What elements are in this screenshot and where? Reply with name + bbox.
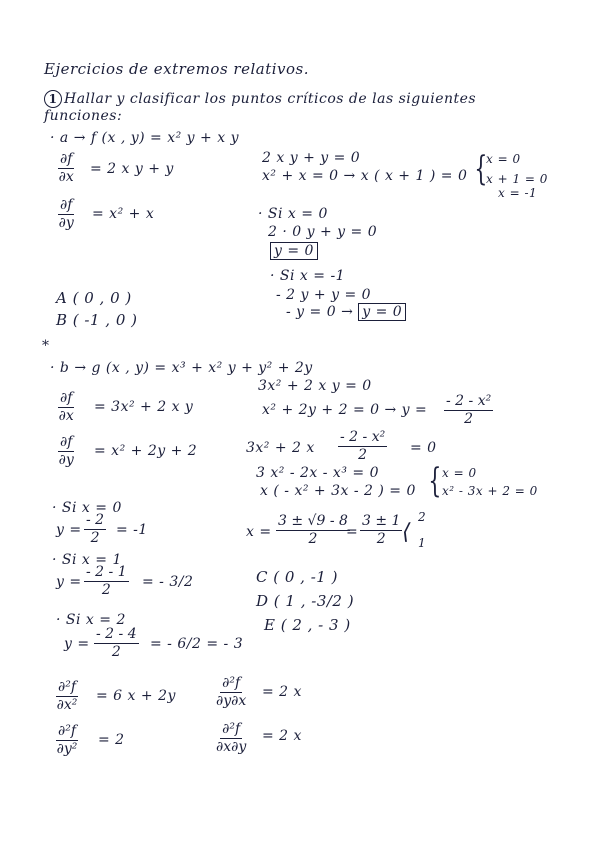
substitution-frac: $\frac{\text{- 2 - x²}}{2}$: [340, 429, 386, 463]
case-b3: · Si x = 2: [56, 612, 126, 628]
partial-fy-b-rhs: = x² + 2y + 2: [94, 443, 198, 459]
case-a1-eq: 2 · 0 y + y = 0: [268, 224, 378, 240]
root-b-x0: x = 0: [442, 466, 477, 480]
exercise-prompt: [44, 90, 476, 108]
case-b3-frac: $\frac{- 2 - 4}{2}$: [96, 626, 137, 660]
root-x-plus-1: x + 1 = 0: [486, 172, 548, 186]
quadratic: x² - 3x + 2 = 0: [442, 484, 538, 498]
system-a-eq2: x² + x = 0 → x ( x + 1 ) = 0: [262, 168, 468, 184]
second-partial-yx-rhs: = 2 x: [262, 684, 302, 700]
prompt-line-2: funciones:: [44, 108, 123, 124]
case-b2-lhs: y =: [56, 574, 82, 590]
substitution-rhs: = 0: [410, 440, 437, 456]
second-partial-xx: $\frac{\text{∂²f}}{\text{∂x²}}$: [56, 679, 78, 713]
factored-eq: x ( - x² + 3x - 2 ) = 0: [260, 483, 416, 499]
substitution-lhs: 3x² + 2 x: [246, 440, 315, 456]
case-b3-lhs: y =: [64, 636, 90, 652]
root-x-minus-1: x = -1: [498, 186, 538, 200]
root-x0: x = 0: [486, 152, 521, 166]
split-arrow: ⟨: [402, 520, 412, 545]
partial-fx-a: $\frac{\partial f}{\partial x}$: [58, 151, 74, 185]
case-a1: · Si x = 0: [258, 206, 328, 222]
point-e: E ( 2 , - 3 ): [264, 616, 351, 634]
quadratic-simplified: $\frac{3 \pm 1}{2}$: [362, 513, 401, 547]
case-b1-lhs: y =: [56, 522, 82, 538]
partial-fx-b: $\frac{\partial f}{\partial x}$: [58, 390, 74, 424]
brace: {: [474, 149, 488, 189]
prompt-line-1: Hallar y clasificar los puntos críticos de las siguientes: [64, 91, 477, 107]
second-partial-yy: $\frac{\text{∂²f}}{\text{∂y²}}$: [56, 723, 78, 757]
case-b1-frac: $\frac{- 2}{2}$: [86, 512, 105, 546]
case-a2: · Si x = -1: [270, 268, 346, 284]
quadratic-formula: $\frac{3 \pm √9 - 8}{2}$: [278, 513, 348, 547]
case-a2-step: - y = 0 → y = 0: [286, 304, 406, 320]
exercise-number: 1: [44, 90, 62, 108]
case-b3-rhs: = - 6/2 = - 3: [150, 636, 244, 652]
system-b-eq2: x² + 2y + 2 = 0 → y =: [262, 402, 428, 418]
case-a2-eq: - 2 y + y = 0: [276, 287, 372, 303]
case-b2: · Si x = 1: [52, 552, 122, 568]
second-partial-xy-rhs: = 2 x: [262, 728, 302, 744]
second-partial-yy-rhs: = 2: [98, 732, 125, 748]
second-partial-xx-rhs: = 6 x + 2y: [96, 688, 176, 704]
case-b2-rhs: = - 3/2: [142, 574, 194, 590]
system-b-eq1: 3x² + 2 x y = 0: [258, 378, 372, 394]
formula-eq: =: [346, 524, 359, 540]
point-b: B ( -1 , 0 ): [56, 311, 138, 329]
root-b-2: 2: [418, 510, 427, 524]
formula-lhs: x =: [246, 524, 272, 540]
page-title: Ejercicios de extremos relativos.: [44, 60, 310, 78]
partial-fy-a: $\frac{\partial f}{\partial y}$: [58, 197, 74, 231]
partial-fx-a-rhs: = 2 x y + y: [90, 161, 174, 177]
partial-fx-b-rhs: = 3x² + 2 x y: [94, 399, 194, 415]
root-b-1: 1: [418, 536, 427, 550]
point-c: C ( 0 , -1 ): [256, 568, 338, 586]
case-b1-rhs: = -1: [116, 522, 148, 538]
y-expression: $\frac{\text{- 2 - x²}}{2}$: [446, 393, 492, 427]
partial-fy-b: $\frac{\partial f}{\partial y}$: [58, 434, 74, 468]
star-mark: *: [42, 338, 50, 354]
point-d: D ( 1 , -3/2 ): [256, 592, 355, 610]
system-a-eq1: 2 x y + y = 0: [262, 150, 361, 166]
case-b1: · Si x = 0: [52, 500, 122, 516]
function-b: · b → g (x , y) = x³ + x² y + y² + 2y: [50, 360, 313, 376]
second-partial-yx: $\frac{\text{∂²f}}{\partial y\partial x}$: [216, 675, 247, 709]
function-a: · a → f (x , y) = x² y + x y: [50, 130, 239, 146]
point-a: A ( 0 , 0 ): [56, 289, 132, 307]
second-partial-xy: $\frac{\text{∂²f}}{\partial x\partial y}$: [216, 721, 247, 755]
case-b2-frac: $\frac{- 2 - 1}{2}$: [86, 564, 127, 598]
expanded-eq: 3 x² - 2x - x³ = 0: [256, 465, 379, 481]
case-a1-result: y = 0: [270, 243, 318, 259]
partial-fy-a-rhs: = x² + x: [92, 206, 155, 222]
brace: {: [428, 461, 442, 501]
